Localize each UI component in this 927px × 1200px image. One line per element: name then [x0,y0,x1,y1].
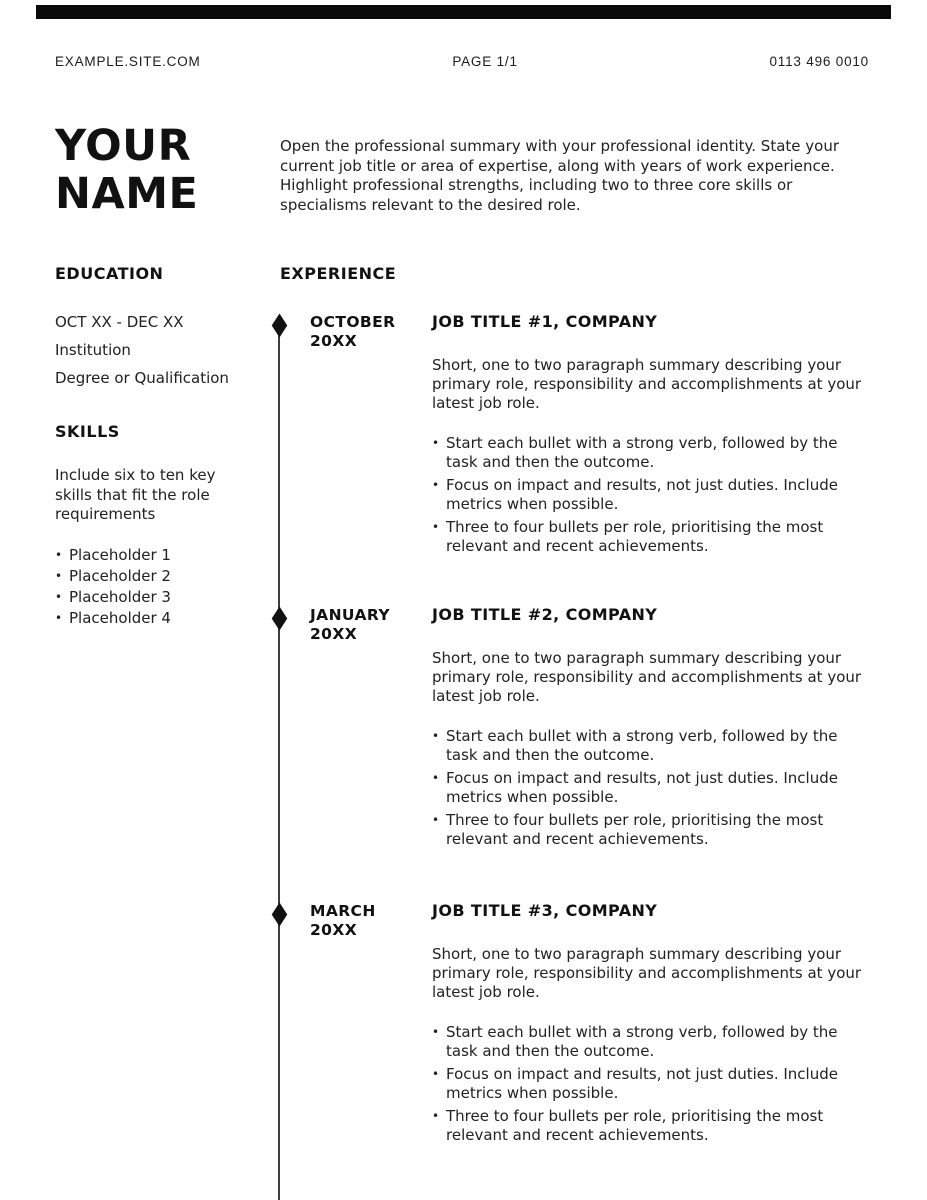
education-date-range: OCT XX - DEC XX [55,313,184,331]
header-phone: 0113 496 0010 [769,54,869,69]
job-title: JOB TITLE #2, COMPANY [432,605,658,624]
job-bullet: • Focus on impact and results, not just duties. Include metrics when possible. [432,769,862,807]
education-degree: Degree or Qualification [55,369,229,387]
job-date-year: 20XX [310,921,358,939]
job-bullet: • Start each bullet with a strong verb, followed by the task and then the outcome. [432,1023,862,1061]
person-name-line1: YOUR [55,121,192,171]
job-title: JOB TITLE #3, COMPANY [432,901,658,920]
job-summary: Short, one to two paragraph summary describing your primary role, responsibility and accomplishments at your latest job role. [432,649,862,705]
experience-entry-1 [310,313,862,560]
job-body [432,606,862,853]
job-date-month: JANUARY [310,606,390,624]
job-date-month: MARCH [310,902,376,920]
top-accent-bar [36,5,891,19]
job-bullet-list [432,1023,862,1145]
experience-entry-3 [310,902,862,1149]
header-website: EXAMPLE.SITE.COM [55,54,201,69]
job-bullet: • Focus on impact and results, not just duties. Include metrics when possible. [432,476,862,514]
job-bullet-list [432,727,862,849]
skill-item: • Placeholder 4 [55,608,171,629]
timeline-diamond-icon [272,606,288,630]
skills-heading: SKILLS [55,422,120,441]
timeline-diamond-icon [272,902,288,926]
job-body [432,902,862,1149]
skill-item: • Placeholder 2 [55,566,171,587]
skill-item: • Placeholder 1 [55,545,171,566]
job-summary: Short, one to two paragraph summary describing your primary role, responsibility and accomplishments at your latest job role. [432,945,862,1001]
job-date-month: OCTOBER [310,313,396,331]
person-name-line2: NAME [55,169,199,219]
skills-intro: Include six to ten key skills that fit the role requirements [55,466,216,523]
education-entry [55,313,265,397]
experience-heading: EXPERIENCE [280,264,397,283]
job-date [310,606,432,853]
job-bullet: • Three to four bullets per role, prioritising the most relevant and recent achievements. [432,518,862,556]
timeline-line [278,327,280,1200]
header-page-label: PAGE 1/1 [452,54,518,69]
job-bullet: • Focus on impact and results, not just duties. Include metrics when possible. [432,1065,862,1103]
professional-summary: Open the professional summary with your professional identity. State your current job title or area of expertise, along with years of work experience. Highlight professional strengths, including two to three core skills or specialisms relevant to the desired role. [280,137,839,214]
job-date [310,313,432,560]
person-name [55,122,198,218]
job-bullet: • Three to four bullets per role, prioritising the most relevant and recent achievements. [432,1107,862,1145]
experience-entry-2 [310,606,862,853]
job-body [432,313,862,560]
job-date-year: 20XX [310,625,358,643]
timeline-diamond-icon [272,313,288,337]
job-bullet: • Three to four bullets per role, prioritising the most relevant and recent achievements. [432,811,862,849]
job-summary: Short, one to two paragraph summary describing your primary role, responsibility and accomplishments at your latest job role. [432,356,862,412]
job-date-year: 20XX [310,332,358,350]
skill-item: • Placeholder 3 [55,587,171,608]
job-bullet: • Start each bullet with a strong verb, followed by the task and then the outcome. [432,434,862,472]
job-bullet: • Start each bullet with a strong verb, followed by the task and then the outcome. [432,727,862,765]
education-institution: Institution [55,341,131,359]
skills-list [55,545,171,629]
education-heading: EDUCATION [55,264,164,283]
job-bullet-list [432,434,862,556]
page-header [55,54,869,69]
job-title: JOB TITLE #1, COMPANY [432,312,658,331]
job-date [310,902,432,1149]
